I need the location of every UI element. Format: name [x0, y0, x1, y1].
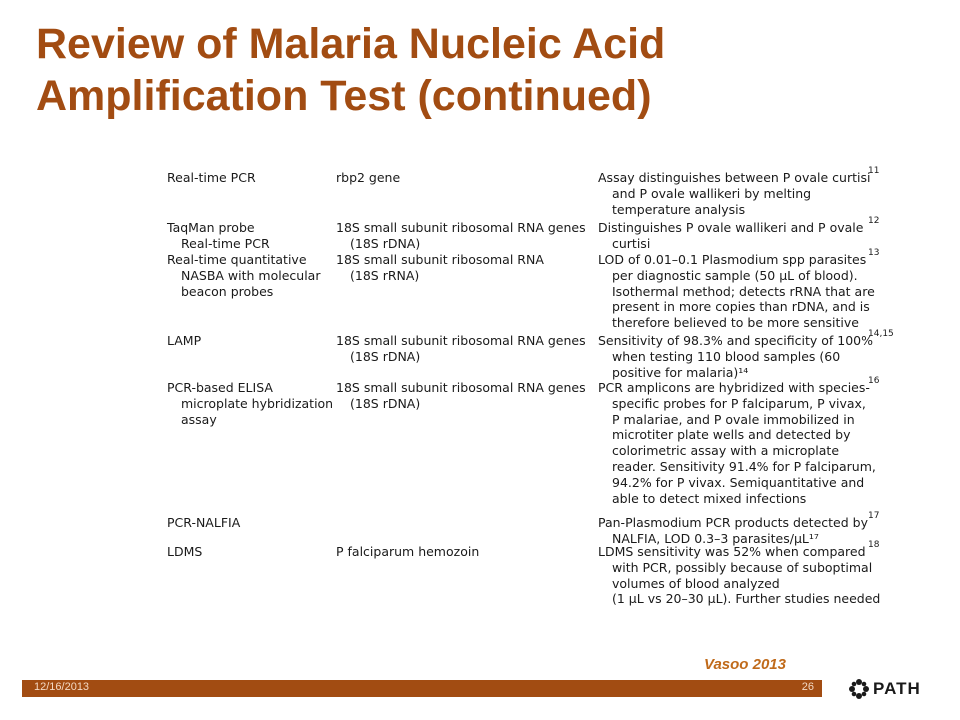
method-cell	[167, 220, 332, 252]
comments-cell	[598, 333, 873, 380]
comments-cell-line: NALFIA, LOD 0.3–3 parasites/μL¹⁷	[612, 530, 819, 546]
target-cell	[336, 333, 596, 365]
method-cell-line: PCR-based ELISA	[167, 380, 273, 395]
target-cell-line: P falciparum hemozoin	[336, 544, 480, 559]
slide-title-line-1: Review of Malaria Nucleic Acid	[36, 20, 666, 68]
target-cell	[336, 380, 596, 412]
target-cell-line: (18S rDNA)	[350, 395, 421, 411]
method-cell-line: LAMP	[167, 333, 202, 348]
comments-cell-line: Distinguishes P ovale wallikeri and P ovale	[598, 220, 864, 235]
reference-number: 16	[868, 376, 880, 386]
footer-bar	[22, 680, 822, 697]
reference-number: 14,15	[868, 329, 894, 339]
target-cell	[336, 220, 596, 252]
method-cell-line: Real-time PCR	[181, 235, 270, 251]
target-cell-line: (18S rDNA)	[350, 348, 421, 364]
comments-cell-line: temperature analysis	[612, 201, 746, 217]
comments-cell-line: when testing 110 blood samples (60	[612, 348, 841, 364]
method-cell	[167, 170, 332, 186]
method-cell-line: Real-time quantitative	[167, 252, 307, 267]
citation: Vasoo 2013	[704, 656, 786, 673]
page-number: 26	[801, 681, 814, 693]
comments-cell-line: therefore believed to be more sensitive	[612, 315, 859, 331]
target-cell-line: rbp2 gene	[336, 170, 401, 185]
comments-cell-line: (1 μL vs 20–30 μL). Further studies needed	[612, 591, 881, 607]
path-flower-icon	[848, 678, 870, 700]
methods-table-image	[160, 158, 894, 613]
method-cell-line: NASBA with molecular	[181, 267, 321, 283]
comments-cell-line: Isothermal method; detects rRNA that are	[612, 283, 875, 299]
reference-number: 18	[868, 540, 880, 550]
method-cell-line: Real-time PCR	[167, 170, 256, 185]
comments-cell	[598, 220, 864, 252]
reference-number: 11	[868, 166, 880, 176]
path-logo	[848, 678, 921, 700]
comments-cell-line: colorimetric assay with a microplate	[612, 443, 840, 459]
footer-date: 12/16/2013	[34, 681, 90, 693]
comments-cell-line: positive for malaria)¹⁴	[612, 364, 749, 380]
target-cell	[336, 544, 596, 560]
target-cell-line: 18S small subunit ribosomal RNA genes	[336, 380, 586, 395]
target-cell	[336, 170, 596, 186]
comments-cell-line: per diagnostic sample (50 μL of blood).	[612, 267, 858, 283]
reference-number: 13	[868, 248, 880, 258]
comments-cell	[598, 170, 871, 217]
method-cell	[167, 333, 332, 349]
comments-cell	[598, 380, 876, 506]
path-logo-text: PATH	[873, 679, 921, 698]
method-cell	[167, 515, 332, 531]
comments-cell	[598, 515, 868, 547]
method-cell-line: microplate hybridization	[181, 395, 334, 411]
comments-cell-line: Sensitivity of 98.3% and specificity of 100%	[598, 333, 873, 348]
comments-cell-line: and P ovale wallikeri by melting	[612, 185, 812, 201]
target-cell-line: 18S small subunit ribosomal RNA genes	[336, 333, 586, 348]
comments-cell-line: present in more copies than rDNA, and is	[612, 299, 870, 315]
comments-cell-line: Assay distinguishes between P ovale curtisi	[598, 170, 871, 185]
method-cell	[167, 380, 332, 427]
slide-title	[36, 18, 916, 122]
comments-cell	[598, 252, 875, 331]
method-cell-line: PCR-NALFIA	[167, 515, 241, 530]
comments-cell-line: 94.2% for P vivax. Semiquantitative and	[612, 474, 865, 490]
method-cell-line: beacon probes	[181, 283, 274, 299]
comments-cell-line: microtiter plate wells and detected by	[612, 427, 851, 443]
method-cell-line: assay	[181, 411, 217, 427]
comments-cell-line: reader. Sensitivity 91.4% for P falciparum,	[612, 458, 876, 474]
method-cell	[167, 544, 332, 560]
reference-number: 17	[868, 511, 880, 521]
method-cell-line: LDMS	[167, 544, 203, 559]
method-cell-line: TaqMan probe	[167, 220, 255, 235]
comments-cell-line: P malariae, and P ovale immobilized in	[612, 411, 855, 427]
target-cell	[336, 252, 596, 284]
comments-cell-line: LDMS sensitivity was 52% when compared	[598, 544, 866, 559]
target-cell-line: (18S rDNA)	[350, 235, 421, 251]
comments-cell-line: able to detect mixed infections	[612, 490, 807, 506]
slide-title-line-2: Amplification Test (continued)	[36, 72, 652, 120]
comments-cell-line: with PCR, possibly because of suboptimal	[612, 559, 873, 575]
target-cell-line: 18S small subunit ribosomal RNA	[336, 252, 544, 267]
method-cell	[167, 252, 332, 299]
comments-cell-line: curtisi	[612, 235, 651, 251]
comments-cell-line: LOD of 0.01–0.1 Plasmodium spp parasites	[598, 252, 867, 267]
target-cell-line: 18S small subunit ribosomal RNA genes	[336, 220, 586, 235]
target-cell-line: (18S rRNA)	[350, 267, 420, 283]
comments-cell-line: PCR amplicons are hybridized with species-	[598, 380, 870, 395]
reference-number: 12	[868, 216, 880, 226]
comments-cell-line: Pan-Plasmodium PCR products detected by	[598, 515, 868, 530]
comments-cell-line: volumes of blood analyzed	[612, 575, 780, 591]
comments-cell-line: specific probes for P falciparum, P vivax,	[612, 395, 866, 411]
